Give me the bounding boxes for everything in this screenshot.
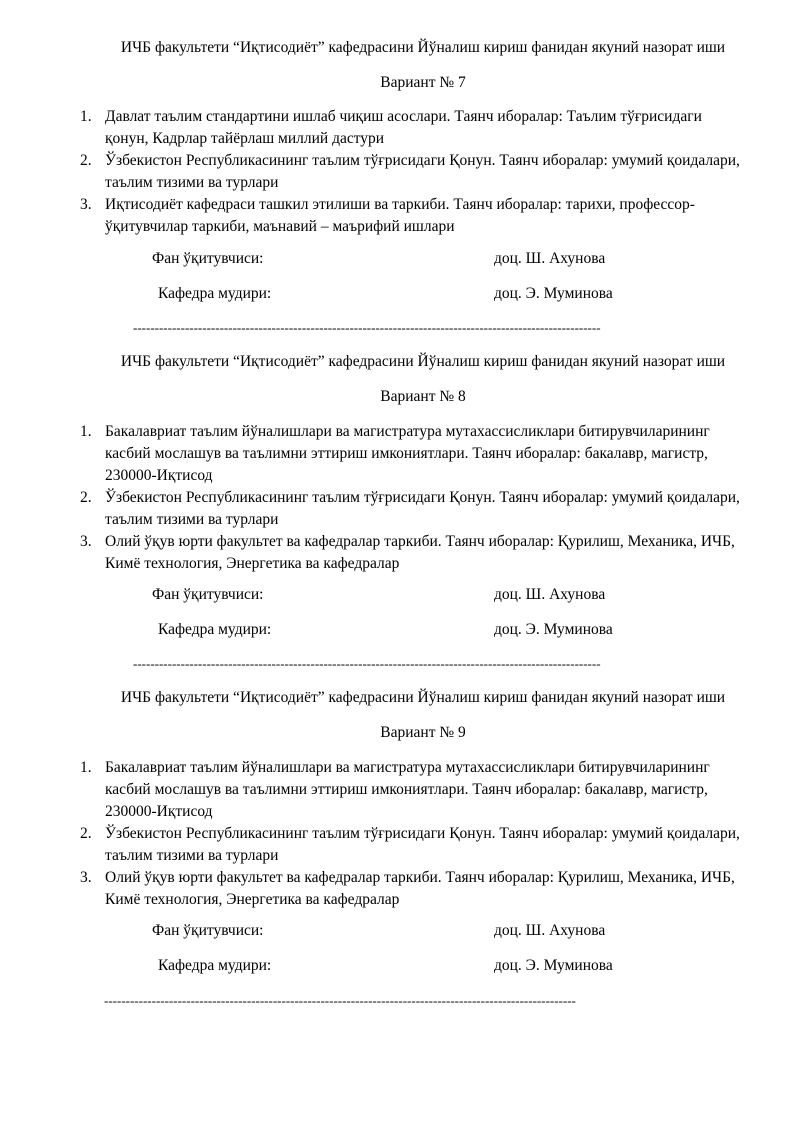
- question-item: [80, 106, 740, 150]
- department-head-name: доц. Э. Муминова: [494, 957, 613, 974]
- question-text: Давлат таълим стандартини ишлаб чиқиш асослари. Таянч иборалар: Таълим тўғрисидаги қонун, Кадрлар тайёрлаш миллий дастури: [105, 108, 702, 147]
- question-number: 1.: [80, 759, 92, 776]
- question-number: 1.: [80, 423, 92, 440]
- separator-line: ------------------------------------------------------------------------------------------------------------: [133, 656, 601, 671]
- teacher-name: доц. Ш. Ахунова: [494, 250, 606, 267]
- exam-header: ИЧБ факультети “Иқтисодиёт” кафедрасини Йўналиш кириш фанидан якуний назорат иши: [120, 39, 726, 56]
- question-item: [80, 150, 740, 194]
- question-text: Бакалавриат таълим йўналишлари ва магистратура мутахассисликлари битирувчиларининг касбий мослашув ва таълимни эттириш имкониятлари. Таянч иборалар: бакалавр, магистр, 230000-Иқтисод: [105, 423, 710, 484]
- question-text: Ўзбекистон Республикасининг таълим тўғрисидаги Қонун. Таянч иборалар: умумий қоидалари, таълим тизими ва турлари: [105, 489, 740, 528]
- department-head-label: Кафедра мудири:: [158, 621, 272, 638]
- question-item: [80, 194, 740, 238]
- question-number: 3.: [80, 196, 92, 213]
- teacher-label: Фан ўқитувчиси:: [152, 586, 264, 603]
- variant-title: Вариант № 9: [380, 724, 466, 741]
- question-item: [80, 757, 740, 823]
- question-item: [80, 421, 740, 487]
- department-head-name: доц. Э. Муминова: [494, 285, 613, 302]
- department-head-label: Кафедра мудири:: [158, 957, 272, 974]
- question-number: 3.: [80, 869, 92, 886]
- variant-title: Вариант № 7: [380, 74, 466, 91]
- separator-line: -------------------------------------------------------------------------------------------------------------: [104, 993, 576, 1008]
- question-list: [80, 757, 740, 911]
- teacher-name: доц. Ш. Ахунова: [494, 586, 606, 603]
- teacher-label: Фан ўқитувчиси:: [152, 922, 264, 939]
- question-number: 3.: [80, 533, 92, 550]
- department-head-label: Кафедра мудири:: [158, 285, 272, 302]
- question-item: [80, 823, 740, 867]
- question-text: Ўзбекистон Республикасининг таълим тўғрисидаги Қонун. Таянч иборалар: умумий қоидалари, таълим тизими ва турлари: [105, 825, 740, 864]
- department-head-name: доц. Э. Муминова: [494, 621, 613, 638]
- question-item: [80, 867, 740, 911]
- teacher-name: доц. Ш. Ахунова: [494, 922, 606, 939]
- separator-line: ------------------------------------------------------------------------------------------------------------: [133, 320, 601, 335]
- question-number: 2.: [80, 152, 92, 169]
- question-item: [80, 487, 740, 531]
- teacher-label: Фан ўқитувчиси:: [152, 250, 264, 267]
- question-text: Иқтисодиёт кафедраси ташкил этилиши ва таркиби. Таянч иборалар: тарихи, профессор-ўқитувчилар таркиби, маънавий – маърифий ишлари: [105, 196, 695, 235]
- question-item: [80, 531, 740, 575]
- question-text: Бакалавриат таълим йўналишлари ва магистратура мутахассисликлари битирувчиларининг касбий мослашув ва таълимни эттириш имкониятлари. Таянч иборалар: бакалавр, магистр, 230000-Иқтисод: [105, 759, 710, 820]
- question-number: 2.: [80, 489, 92, 506]
- exam-header: ИЧБ факультети “Иқтисодиёт” кафедрасини Йўналиш кириш фанидан якуний назорат иши: [120, 353, 726, 370]
- question-text: Олий ўқув юрти факультет ва кафедралар таркиби. Таянч иборалар: Қурилиш, Механика, ИЧБ, Кимё технология, Энергетика ва кафедралар: [105, 869, 735, 908]
- variant-title: Вариант № 8: [380, 388, 466, 405]
- question-list: [80, 106, 740, 238]
- question-number: 1.: [80, 108, 92, 125]
- question-number: 2.: [80, 825, 92, 842]
- exam-header: ИЧБ факультети “Иқтисодиёт” кафедрасини Йўналиш кириш фанидан якуний назорат иши: [120, 689, 726, 706]
- question-text: Олий ўқув юрти факультет ва кафедралар таркиби. Таянч иборалар: Қурилиш, Механика, ИЧБ, Кимё технология, Энергетика ва кафедралар: [105, 533, 735, 572]
- question-text: Ўзбекистон Республикасининг таълим тўғрисидаги Қонун. Таянч иборалар: умумий қоидалари, таълим тизими ва турлари: [105, 152, 740, 191]
- question-list: [80, 421, 740, 575]
